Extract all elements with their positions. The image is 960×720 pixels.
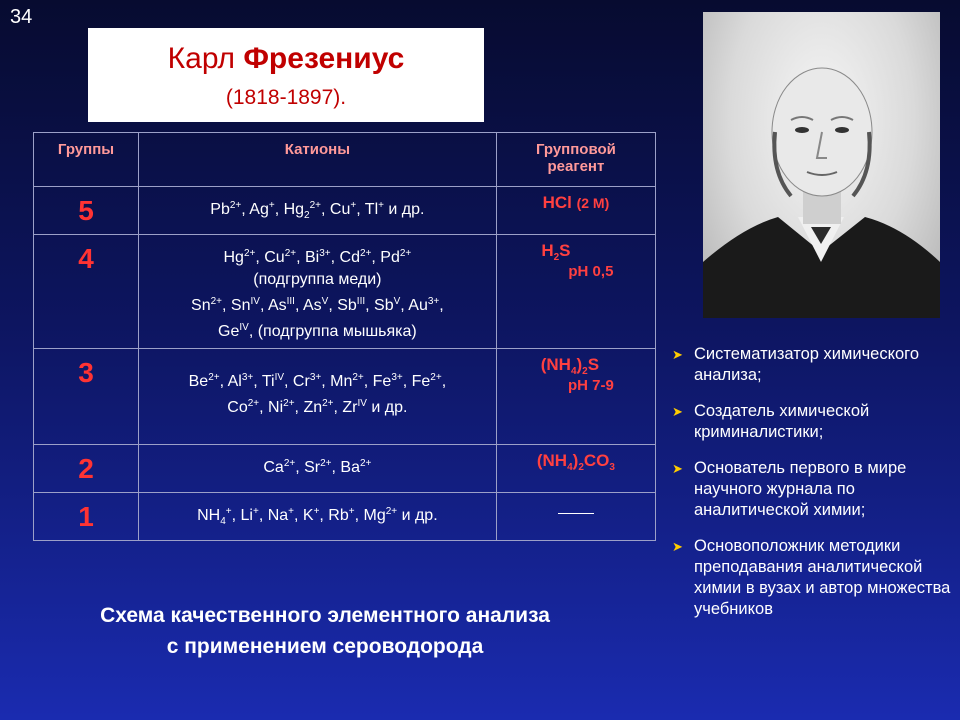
group-number: 5 (34, 187, 139, 235)
slide-number: 34 (10, 6, 33, 28)
table-row (34, 445, 656, 493)
cations-cell: $Hg^{2+}$, $Cu^{2+}$, $Bi^{3+}$, $Cd^{2+}$, $Pd^{2+}$ (подгруппа меди) $Sn^{2+}$, $Sn^{IV}$, $As^{III}$, $As^V$, $Sb^{III}$, $Sb^V$, $Au^{3+}$, $Ge^{IV}$, (подгруппа мышьяка) (138, 235, 496, 349)
table-row (34, 187, 656, 235)
scheme-caption: Схема качественного элементного анализа с применением сероводорода (100, 604, 550, 658)
header-groups: Группы (34, 133, 139, 187)
table-row (34, 235, 656, 349)
list-item: ➤ Создатель химической криминалистики; (672, 402, 870, 441)
arrow-bullet-icon: ➤ (672, 461, 683, 476)
arrow-bullet-icon: ➤ (672, 347, 683, 362)
table-row (34, 349, 656, 445)
group-number: 3 (34, 349, 139, 445)
arrow-bullet-icon: ➤ (672, 404, 683, 419)
arrow-bullet-icon: ➤ (672, 539, 683, 554)
title-years: (1818-1897). (225, 86, 347, 109)
cations-cell: $Pb^{2+}$, Ag+, $Hg_2^{2+}$, Cu+, Tl+ и др. (138, 187, 496, 235)
group-number: 2 (34, 445, 139, 493)
page-title (88, 42, 484, 76)
reagent-cell (496, 493, 655, 541)
group-number: 1 (34, 493, 139, 541)
title-last-name: Фрезениус (243, 42, 405, 75)
cations-cell: $NH_4^+$, Li+, Na+, K+, Rb+, $Mg^{2+}$ и др. (138, 493, 496, 541)
no-reagent-dash (558, 513, 594, 514)
list-item: ➤ Основоположник методики преподавания аналитической химии в вузах и автор множества учебников (672, 537, 951, 618)
reagent-cell: HCl (2 М) (496, 187, 655, 235)
portrait-drawing (703, 12, 940, 318)
table-row (34, 493, 656, 541)
cations-cell: $Be^{2+}$, $Al^{3+}$, $Ti^{IV}$, $Cr^{3+}$, $Mn^{2+}$, $Fe^{3+}$, $Fe^{2+}$, $Co^{2+}$, $Ni^{2+}$, $Zn^{2+}$, $Zr^{IV}$ и др. (138, 349, 496, 445)
cation-groups-table (33, 132, 656, 541)
title-box (88, 28, 484, 122)
list-item: ➤ Систематизатор химического анализа; (672, 345, 920, 384)
header-reagent: Групповой реагент (496, 133, 655, 187)
reagent-cell: $H_2S$ рН 0,5 (496, 235, 655, 349)
title-first-name: Карл (167, 42, 235, 75)
table-header-row (34, 133, 656, 187)
portrait-image (703, 12, 940, 318)
cations-cell: $Ca^{2+}$, $Sr^{2+}$, $Ba^{2+}$ (138, 445, 496, 493)
header-cations: Катионы (138, 133, 496, 187)
facts-list (668, 344, 953, 635)
reagent-cell: $(NH_4)_2S$ рН 7-9 (496, 349, 655, 445)
list-item: ➤ Основатель первого в мире научного журнала по аналитической химии; (672, 459, 907, 519)
reagent-cell: $(NH_4)_2CO_3$ (496, 445, 655, 493)
group-number: 4 (34, 235, 139, 349)
